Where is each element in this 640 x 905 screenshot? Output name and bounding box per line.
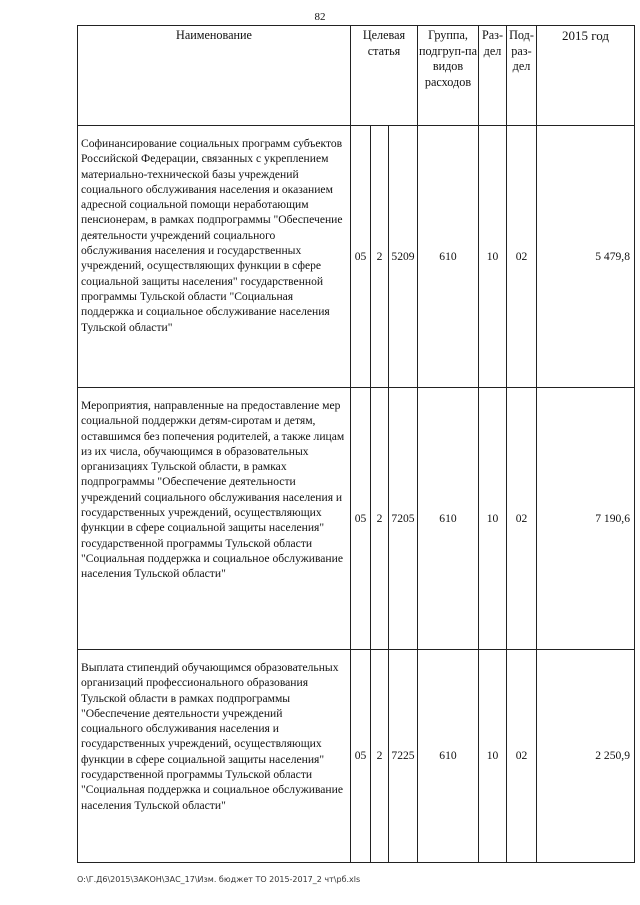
row-amount: 7 190,6 xyxy=(537,388,635,650)
row-section: 10 xyxy=(479,126,507,388)
budget-table xyxy=(77,25,635,863)
header-section: Раз-дел xyxy=(479,26,507,126)
row-expense-group: 610 xyxy=(418,126,479,388)
row-section: 10 xyxy=(479,650,507,863)
table-row xyxy=(78,650,635,863)
row-code-program: 05 xyxy=(351,126,371,388)
row-subsection: 02 xyxy=(507,650,537,863)
row-code-subprogram: 2 xyxy=(371,126,389,388)
row-code-subprogram: 2 xyxy=(371,388,389,650)
row-name: Мероприятия, направленные на предоставление мер социальной поддержки детям-сиротам и детям, оставшимся без попечения родителей, а также лицам из их числа, обучающимся в образовательных организациях Тульской области, в рамках подпрограммы "Обеспечение деятельности учреждений социального обслуживания населения и государственных учреждений, осуществляющих функции в сфере социальной защиты населения" государственной программы Тульской области "Социальная поддержка и социальное обслуживание населения Тульской области" xyxy=(78,388,351,650)
row-amount: 2 250,9 xyxy=(537,650,635,863)
header-target-article: Целевая статья xyxy=(351,26,418,126)
table-row xyxy=(78,388,635,650)
file-path-footer: О:\Г.Д6\2015\ЗАКОН\ЗАС_17\Изм. бюджет ТО 2015-2017_2 чт\рб.xls xyxy=(77,875,361,884)
table-row xyxy=(78,126,635,388)
row-section: 10 xyxy=(479,388,507,650)
row-code-program: 05 xyxy=(351,650,371,863)
row-name: Выплата стипендий обучающимся образовательных организаций профессионального образования Тульской области в рамках подпрограммы "Обеспечение деятельности учреждений социального обслуживания населения и государственных учреждений, осуществляющих функции в сфере социальной защиты населения" государственной программы Тульской области "Социальная поддержка и социальное обслуживание населения Тульской области" xyxy=(78,650,351,863)
header-subsection: Под-раз-дел xyxy=(507,26,537,126)
header-year: 2015 год xyxy=(537,26,635,126)
row-expense-group: 610 xyxy=(418,388,479,650)
row-subsection: 02 xyxy=(507,388,537,650)
row-code-direction: 7225 xyxy=(389,650,418,863)
row-amount: 5 479,8 xyxy=(537,126,635,388)
header-expense-group: Группа, подгруп-па видов расходов xyxy=(418,26,479,126)
row-subsection: 02 xyxy=(507,126,537,388)
row-code-direction: 7205 xyxy=(389,388,418,650)
row-code-program: 05 xyxy=(351,388,371,650)
row-code-subprogram: 2 xyxy=(371,650,389,863)
header-name: Наименование xyxy=(78,26,351,126)
page-number: 82 xyxy=(314,11,326,23)
row-name: Софинансирование социальных программ субъектов Российской Федерации, связанных с укреплением материально-технической базы учреждений социального обслуживания населения и оказанием адресной социальной помощи неработающим пенсионерам, в рамках подпрограммы "Обеспечение деятельности учреждений социального обслуживания населения и государственных учреждений, осуществляющих функции в сфере социальной защиты населения" государственной программы Тульской области "Социальная поддержка и социальное обслуживание населения Тульской области" xyxy=(78,126,351,388)
row-code-direction: 5209 xyxy=(389,126,418,388)
row-expense-group: 610 xyxy=(418,650,479,863)
header-row xyxy=(78,26,635,126)
